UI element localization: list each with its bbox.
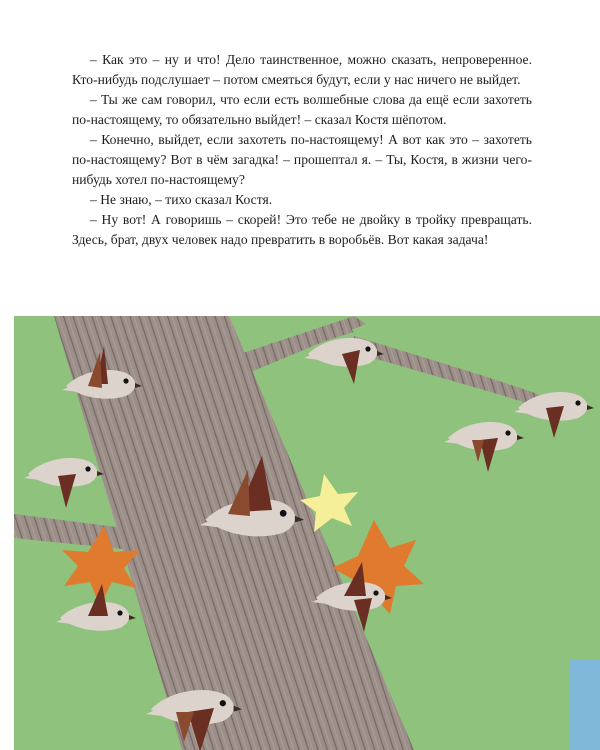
paragraph: – Как это – ну и что! Дело таинственное, можно сказать, непроверенное. Кто-нибудь подслушает – потом смеяться будут, если у нас ничего не выйдет.	[72, 52, 532, 87]
paragraph: – Ну вот! А говоришь – скорей! Это тебе не двойку в тройку превращать. Здесь, брат, двух человек надо превратить в воробьёв. Вот какая задача!	[72, 212, 532, 247]
paragraph: – Не знаю, – тихо сказал Костя.	[90, 192, 273, 207]
paragraph: – Конечно, выйдет, если захотеть по-настоящему! А вот как это – захотеть по-настоящему? Вот в чём загадка! – прошептал я. – Ты, Костя, в жизни чего-нибудь хотел по-настоящему?	[72, 132, 532, 187]
story-text	[72, 50, 532, 250]
sky-patch	[570, 660, 600, 750]
tree-with-sparrows-illustration	[14, 316, 600, 750]
paragraph: – Ты же сам говорил, что если есть волшебные слова да ещё если захотеть по-настоящему, то обязательно выйдет! – сказал Костя шёпотом.	[72, 92, 532, 127]
illustration-svg	[14, 316, 600, 750]
